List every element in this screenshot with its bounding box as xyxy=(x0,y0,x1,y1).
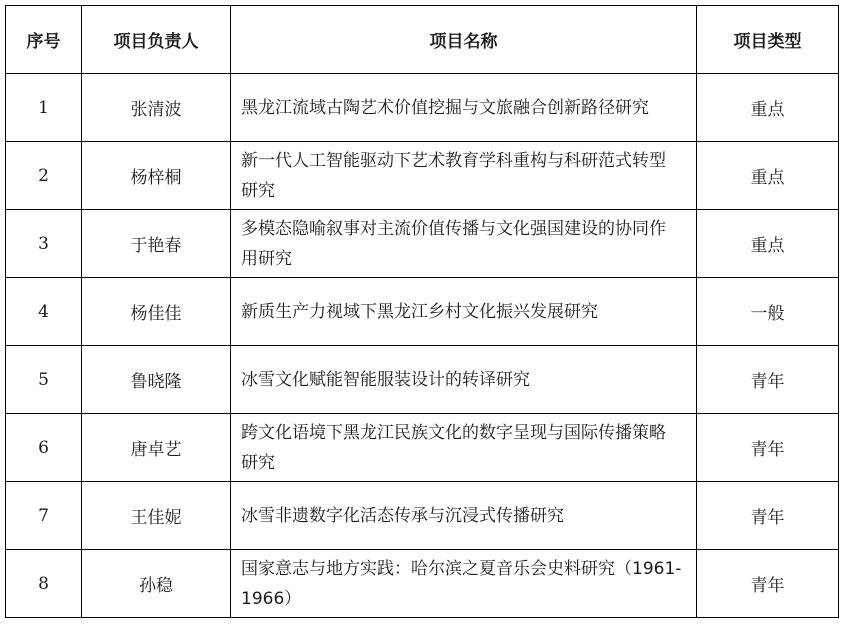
cell-type: 一般 xyxy=(697,278,839,346)
cell-no: 8 xyxy=(6,550,82,618)
project-table xyxy=(5,5,839,618)
cell-lead: 鲁晓隆 xyxy=(82,346,231,414)
table-header-row xyxy=(6,6,839,74)
cell-project-name: 多模态隐喻叙事对主流价值传播与文化强国建设的协同作用研究 xyxy=(231,210,697,278)
cell-no: 4 xyxy=(6,278,82,346)
header-no: 序号 xyxy=(6,6,82,74)
cell-no: 2 xyxy=(6,142,82,210)
cell-lead: 张清波 xyxy=(82,74,231,142)
cell-project-name: 黑龙江流域古陶艺术价值挖掘与文旅融合创新路径研究 xyxy=(231,74,697,142)
table-row xyxy=(6,550,839,618)
table-row xyxy=(6,346,839,414)
table-row xyxy=(6,482,839,550)
cell-project-name: 国家意志与地方实践：哈尔滨之夏音乐会史料研究（1961-1966） xyxy=(231,550,697,618)
table-row xyxy=(6,414,839,482)
cell-project-name: 冰雪文化赋能智能服装设计的转译研究 xyxy=(231,346,697,414)
cell-no: 3 xyxy=(6,210,82,278)
header-name: 项目名称 xyxy=(231,6,697,74)
cell-lead: 孙稳 xyxy=(82,550,231,618)
table-row xyxy=(6,142,839,210)
table-row xyxy=(6,74,839,142)
cell-project-name: 跨文化语境下黑龙江民族文化的数字呈现与国际传播策略研究 xyxy=(231,414,697,482)
cell-lead: 王佳妮 xyxy=(82,482,231,550)
cell-type: 重点 xyxy=(697,74,839,142)
cell-lead: 杨佳佳 xyxy=(82,278,231,346)
cell-lead: 杨梓桐 xyxy=(82,142,231,210)
table-row xyxy=(6,278,839,346)
cell-project-name: 冰雪非遗数字化活态传承与沉浸式传播研究 xyxy=(231,482,697,550)
cell-project-name: 新一代人工智能驱动下艺术教育学科重构与科研范式转型研究 xyxy=(231,142,697,210)
table-row xyxy=(6,210,839,278)
cell-no: 6 xyxy=(6,414,82,482)
cell-type: 青年 xyxy=(697,550,839,618)
header-type: 项目类型 xyxy=(697,6,839,74)
cell-type: 青年 xyxy=(697,482,839,550)
cell-type: 重点 xyxy=(697,210,839,278)
cell-no: 1 xyxy=(6,74,82,142)
cell-type: 青年 xyxy=(697,414,839,482)
cell-type: 青年 xyxy=(697,346,839,414)
cell-type: 重点 xyxy=(697,142,839,210)
cell-project-name: 新质生产力视域下黑龙江乡村文化振兴发展研究 xyxy=(231,278,697,346)
cell-lead: 于艳春 xyxy=(82,210,231,278)
header-lead: 项目负责人 xyxy=(82,6,231,74)
cell-lead: 唐卓艺 xyxy=(82,414,231,482)
cell-no: 5 xyxy=(6,346,82,414)
cell-no: 7 xyxy=(6,482,82,550)
